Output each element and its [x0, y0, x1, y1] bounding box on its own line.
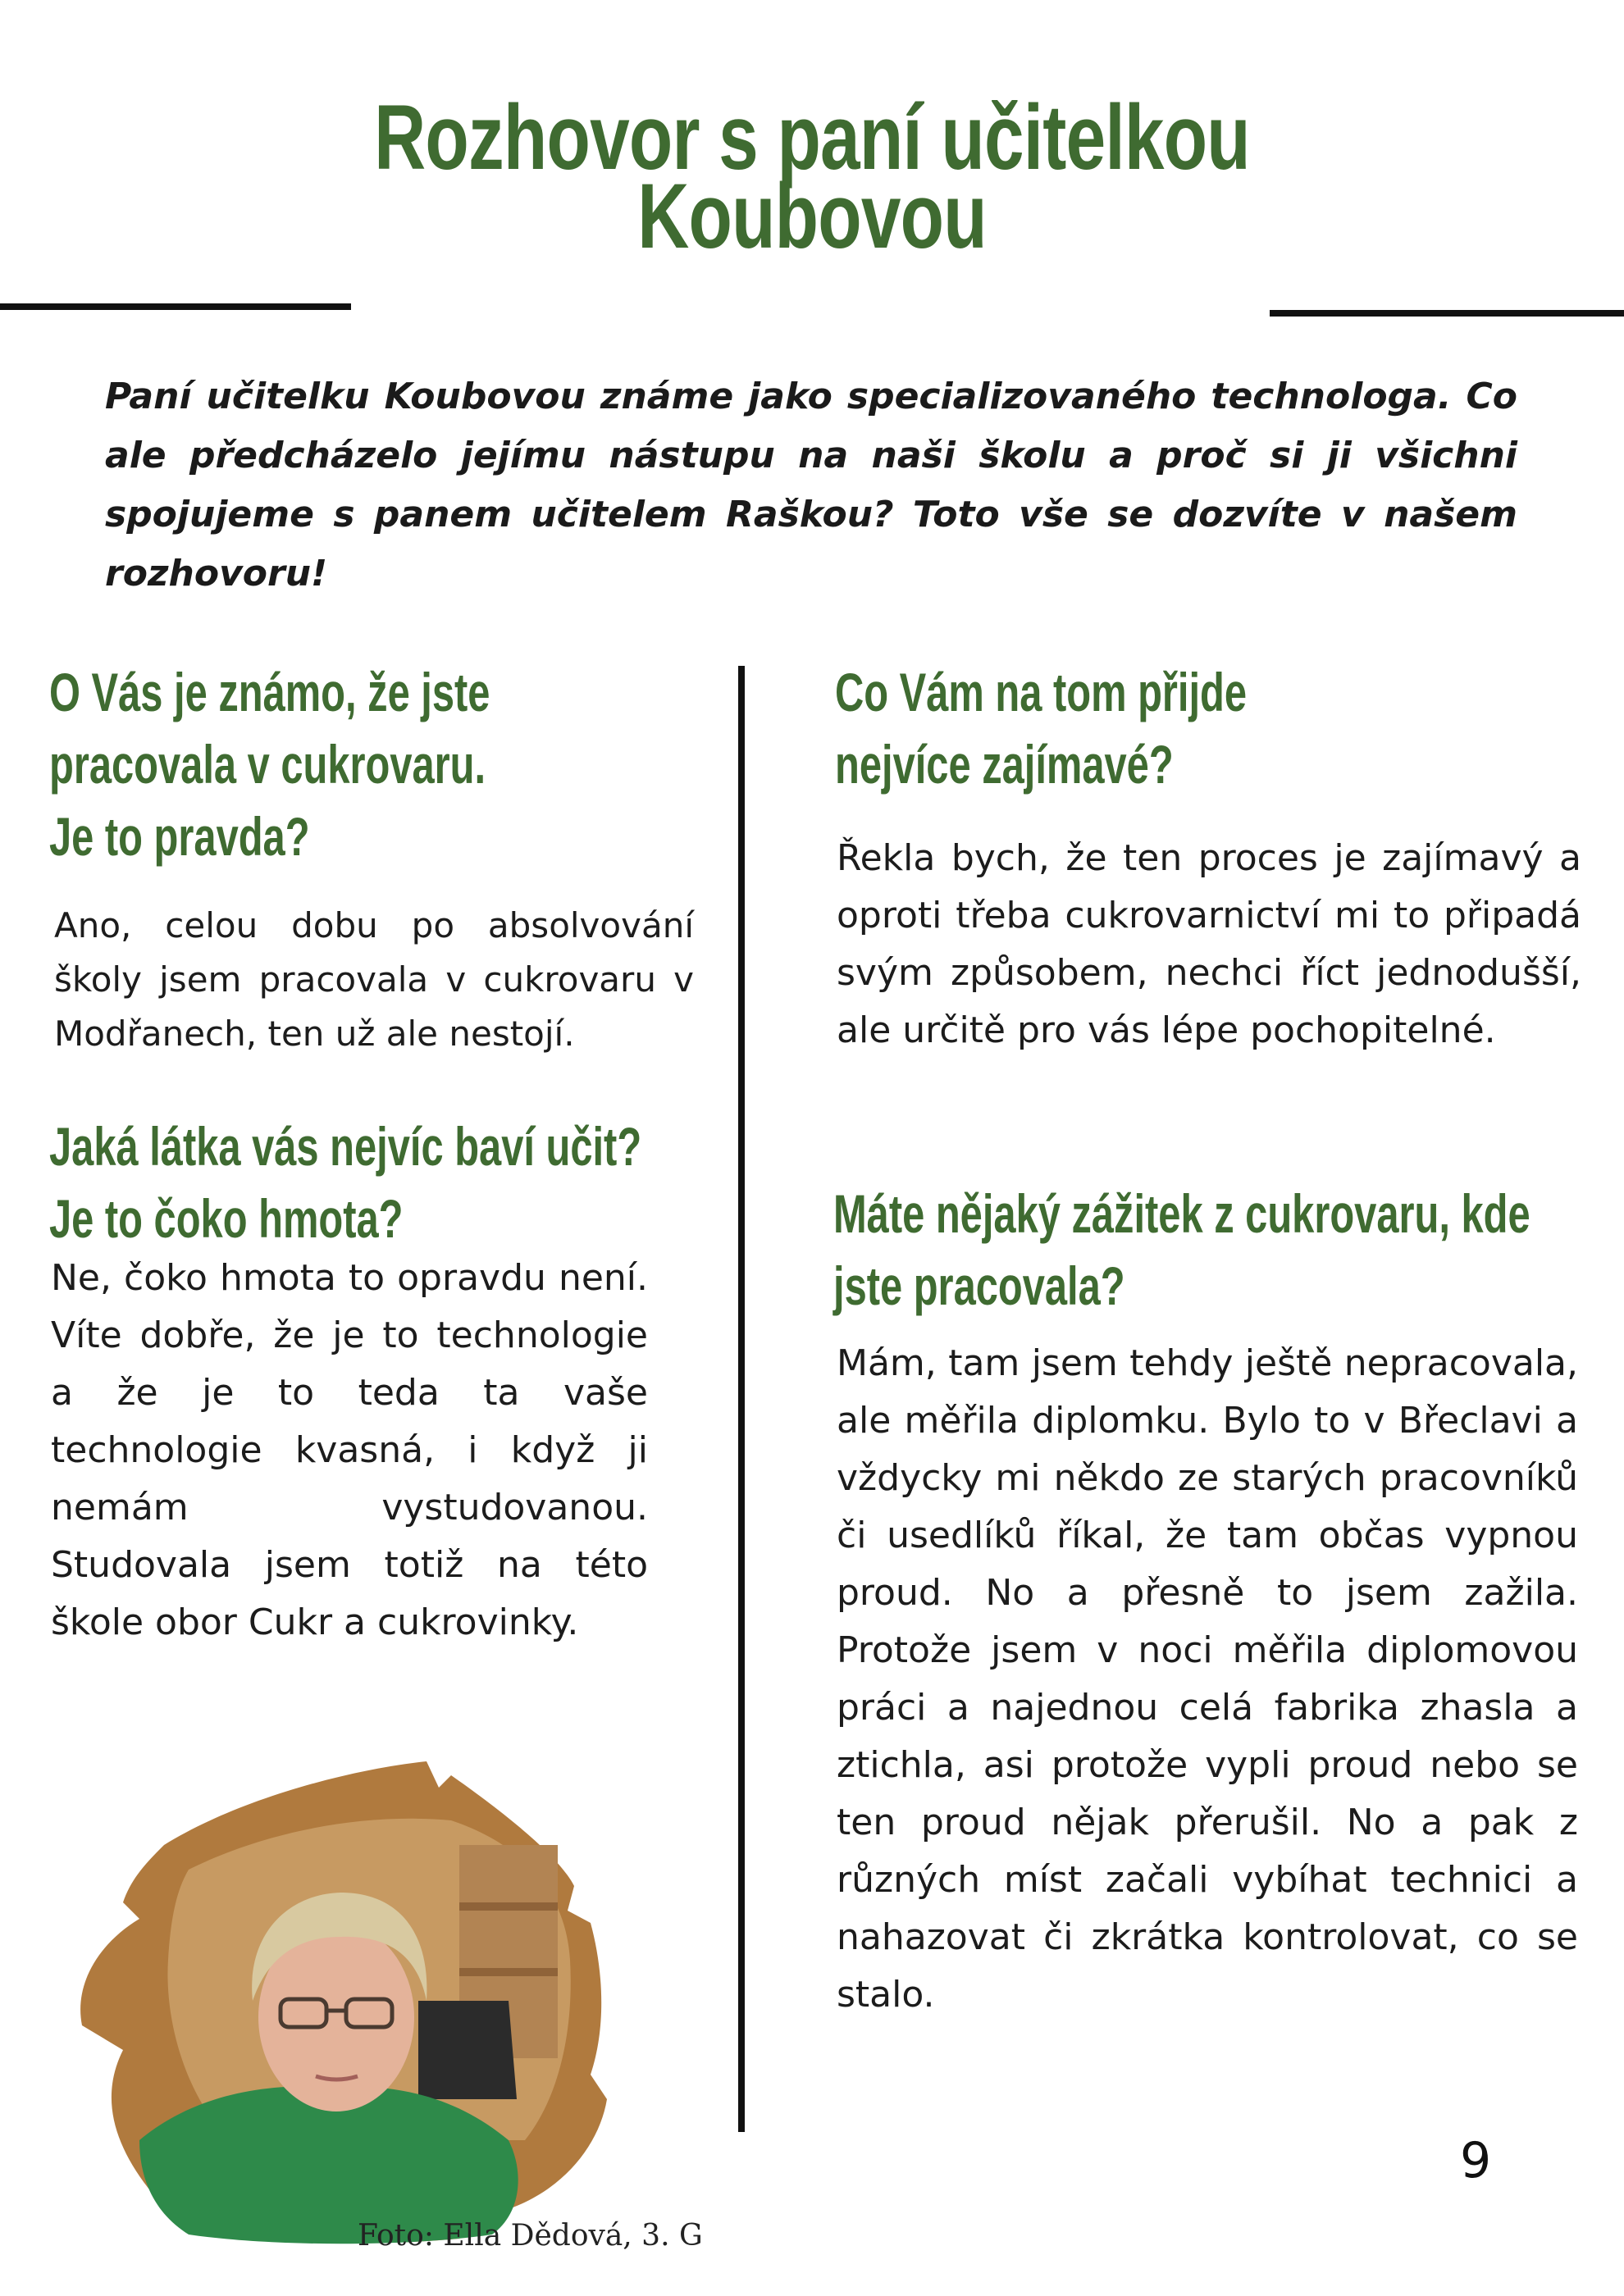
column-divider: [738, 666, 745, 2132]
left-question-2: Jaká látka vás nejvíc baví učit? Je to čoko hmota?: [49, 1116, 642, 1249]
chair: [418, 2001, 517, 2099]
right-question-1: Co Vám na tom přijde nejvíce zajímavé?: [835, 662, 1248, 795]
left-answer-2: Ne, čoko hmota to opravdu není. Víte dobře, že je to technologie a že je to teda ta vaše technologie kvasná, i když ji nemám vystudovanou. Studovala jsem totiž na této škole obor Cukr a cukrovinky.: [51, 1257, 648, 1643]
page-number: 9: [1460, 2132, 1492, 2189]
page-title: [179, 86, 1445, 267]
lead-paragraph: Paní učitelku Koubovou známe jako specializovaného technologa. Co ale předcházelo jejímu nástupu na naši školu a proč si ji všichni spojujeme s panem učitelem Raškou? Toto vše se dozvíte v našem rozhovoru!: [105, 376, 1517, 594]
left-question-1: O Vás je známo, že jste pracovala v cukrovaru. Je to pravda?: [49, 662, 490, 867]
teacher-photo: [66, 1755, 648, 2247]
right-answer-2: Mám, tam jsem tehdy ještě nepracovala, ale měřila diplomku. Bylo to v Břeclavi a vždycky mi někdo ze starých pracovníků či usedlíků říkal, že tam občas vypnou proud. No a přesně to jsem zažila. Protože jsem v noci měřila diplomovou práci a najednou celá fabrika zhasla a ztichla, asi protože vypli proud nebo se ten proud nějak přerušil. No a pak z různých míst začali vybíhat technici a nahazovat či zkrátka kontrolovat, co se stalo.: [837, 1342, 1578, 2016]
right-question-2: Máte nějaký zážitek z cukrovaru, kde jste pracovala?: [833, 1183, 1530, 1316]
shelf-edge-2: [459, 1968, 558, 1976]
photo-caption: Foto: Ella Dědová, 3. G: [358, 2219, 703, 2253]
title-rule-left: [0, 303, 351, 310]
shelf-edge: [459, 1902, 558, 1911]
title-line-1: Rozhovor s paní učitelkou: [374, 86, 1250, 189]
title-line-2: Koubovou: [637, 165, 987, 267]
left-answer-1: Ano, celou dobu po absolvování školy jsem pracovala v cukrovaru v Modřanech, ten už ale nestojí.: [54, 905, 694, 1054]
right-answer-1: Řekla bych, že ten proces je zajímavý a oproti třeba cukrovarnictví mi to připadá svým způsobem, nechci říct jednodušší, ale určitě pro vás lépe pochopitelné.: [837, 837, 1581, 1051]
title-rule-right: [1270, 310, 1624, 317]
